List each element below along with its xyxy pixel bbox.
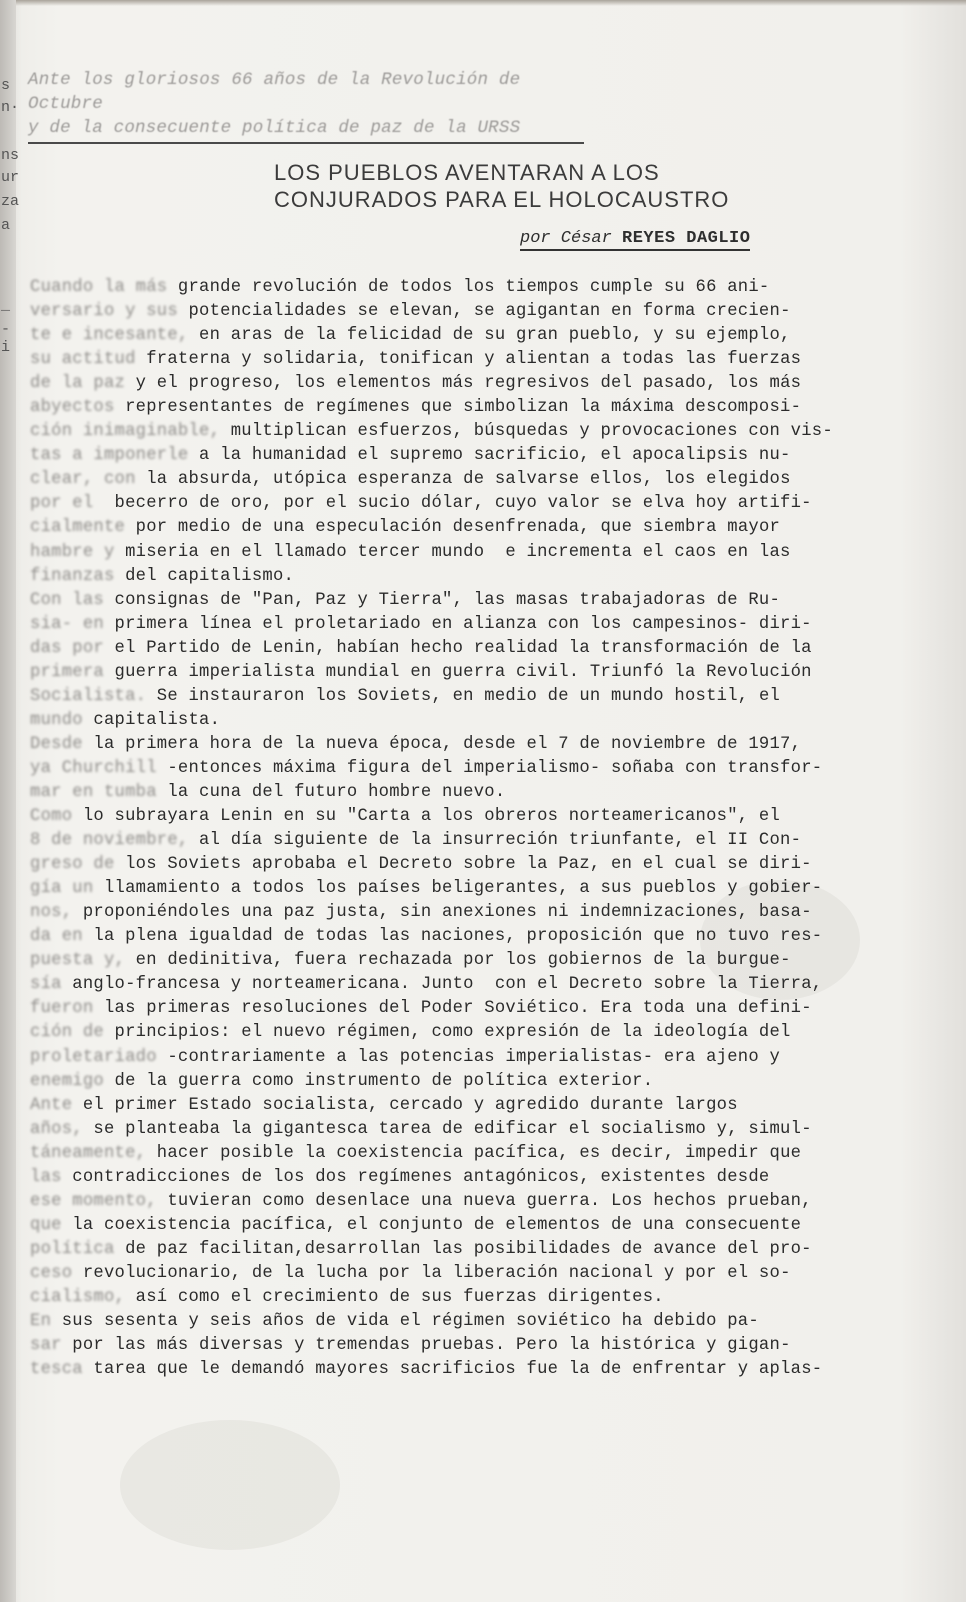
body-line-faded-start: Desde <box>30 734 94 754</box>
body-line-faded-start: greso de <box>30 855 126 875</box>
body-line <box>30 589 945 613</box>
body-line <box>30 829 945 853</box>
body-line <box>30 396 945 420</box>
body-line <box>30 1118 945 1142</box>
byline <box>520 229 750 251</box>
body-line-faded-start: das por <box>30 638 115 658</box>
body-line-faded-start: de la paz <box>30 374 136 394</box>
body-line-faded-start: ceso <box>30 1263 83 1283</box>
body-line <box>30 468 945 492</box>
body-line-faded-start: versario y sus <box>30 302 189 322</box>
body-line-faded-start: Socialista. <box>30 686 157 706</box>
body-line-text: hacer posible la coexistencia pacífica, es decir, impedir que <box>156 1143 802 1163</box>
body-line-faded-start: Cuando la más <box>30 278 178 297</box>
body-line <box>30 1310 945 1334</box>
body-line-faded-start: ción inimaginable, <box>30 422 231 442</box>
body-line-faded-start: enemigo <box>30 1071 115 1091</box>
scan-stain <box>120 1420 340 1550</box>
body-line-faded-start: finanzas <box>30 566 126 586</box>
edge-glyph: a <box>1 217 11 234</box>
body-line-faded-start: cialmente <box>30 518 136 538</box>
body-line <box>30 516 945 540</box>
body-line <box>30 613 945 637</box>
body-line <box>30 1070 945 1094</box>
body-line <box>30 709 945 733</box>
body-line-text: sus sesenta y seis años de vida el régimen soviético ha debido pa- <box>61 1312 759 1332</box>
body-line-faded-start: sia- en <box>30 614 115 634</box>
body-line <box>30 348 945 372</box>
byline-author: REYES DAGLIO <box>622 229 751 248</box>
body-line <box>30 300 945 324</box>
body-line-faded-start: ción de <box>30 1023 115 1043</box>
body-line-faded-start: nos, <box>30 903 83 923</box>
body-line-text: primera línea el proletariado en alianza con los campesinos- diri- <box>114 614 812 634</box>
body-line-faded-start: te e incesante, <box>30 326 200 346</box>
body-line <box>30 565 945 589</box>
body-line-text: -entonces máxima figura del imperialismo- soñaba con transfor- <box>167 758 823 778</box>
title-line-2: CONJURADOS PARA EL HOLOCAUSTRO <box>274 187 730 212</box>
body-line-faded-start: primera <box>30 662 115 682</box>
body-line-faded-start: sar <box>30 1336 73 1356</box>
body-line <box>30 973 945 997</box>
body-line <box>30 925 945 949</box>
body-line <box>30 781 945 805</box>
body-line-text: el Partido de Lenin, habían hecho realidad la transformación de la <box>114 638 812 658</box>
body-line <box>30 492 945 516</box>
body-line <box>30 1142 945 1166</box>
body-line-faded-start: hambre y <box>30 542 126 562</box>
edge-glyph: i <box>1 339 11 356</box>
body-line-text: -contrariamente a las potencias imperialistas- era ajeno y <box>167 1047 781 1067</box>
body-line-faded-start: años, <box>30 1119 94 1139</box>
body-line <box>30 444 945 468</box>
edge-glyph: za <box>1 193 20 210</box>
body-line-text: representantes de regímenes que simbolizan la máxima descomposi- <box>125 398 802 418</box>
body-line <box>30 324 945 348</box>
body-line-text: revolucionario, de la lucha por la liberación nacional y por el so- <box>82 1263 791 1283</box>
header-underline <box>28 142 584 144</box>
body-line-text: contradicciones de los dos regímenes antagónicos, existentes desde <box>72 1167 770 1187</box>
body-line <box>30 1358 945 1382</box>
body-line <box>30 372 945 396</box>
body-line-text: proponiéndoles una paz justa, sin anexiones ni indemnizaciones, basa- <box>82 903 812 923</box>
body-line-faded-start: proletariado <box>30 1047 168 1067</box>
body-line-text: de paz facilitan,desarrollan las posibilidades de avance del pro- <box>125 1239 812 1259</box>
body-line-faded-start: Como <box>30 807 83 827</box>
edge-glyph: s <box>1 77 11 94</box>
body-line <box>30 1166 945 1190</box>
body-line-faded-start: táneamente, <box>30 1143 157 1163</box>
body-line-text: la plena igualdad de todas las naciones, proposición que no tuvo res- <box>93 927 823 947</box>
body-line-faded-start: puesta y, <box>30 951 136 971</box>
body-line-faded-start: Con las <box>30 590 115 610</box>
body-line-text: de la guerra como instrumento de política exterior. <box>114 1071 654 1091</box>
body-line-text: guerra imperialista mundial en guerra civil. Triunfó la Revolución <box>114 662 812 682</box>
body-line <box>30 949 945 973</box>
body-line <box>30 1286 945 1310</box>
body-line <box>30 1094 945 1118</box>
body-line <box>30 901 945 925</box>
body-line-text: llamamiento a todos los países beligerantes, a sus pueblos y gobier- <box>103 879 823 899</box>
body-line-text: así como el crecimiento de sus fuerzas dirigentes. <box>135 1287 664 1307</box>
body-line-text: fraterna y solidaria, tonifican y alientan a todas las fuerzas <box>146 350 802 370</box>
body-line-faded-start: Ante <box>30 1095 83 1115</box>
body-line <box>30 541 945 565</box>
dedication-header <box>28 68 588 144</box>
body-line-faded-start: cialismo, <box>30 1287 136 1307</box>
body-line-faded-start: su actitud <box>30 350 147 370</box>
body-line-text: la absurda, utópica esperanza de salvarse ellos, los elegidos <box>146 470 791 490</box>
body-line-faded-start: mar en tumba <box>30 782 168 802</box>
edge-glyph: n· <box>1 99 20 116</box>
byline-prefix: por César <box>520 229 623 248</box>
body-line <box>30 420 945 444</box>
body-line-text: del capitalismo. <box>125 566 295 586</box>
body-line-faded-start: abyectos <box>30 398 126 418</box>
body-line <box>30 997 945 1021</box>
body-line-faded-start: da en <box>30 927 94 947</box>
article-body <box>30 276 945 1382</box>
body-line-faded-start: gía un <box>30 879 104 899</box>
body-line-text: se planteaba la gigantesca tarea de edificar el socialismo y, simul- <box>93 1119 812 1139</box>
scan-top-shadow <box>0 0 966 6</box>
body-line <box>30 877 945 901</box>
body-line-faded-start: política <box>30 1239 126 1259</box>
body-line <box>30 853 945 877</box>
body-line-text: miseria en el llamado tercer mundo e incrementa el caos en las <box>125 542 791 562</box>
body-line-text: y el progreso, los elementos más regresivos del pasado, los más <box>135 374 802 394</box>
body-line-text: la primera hora de la nueva época, desde el 7 de noviembre de 1917, <box>93 734 802 754</box>
body-line-text: en dedinitiva, fuera rechazada por los gobiernos de la burgue- <box>135 951 791 971</box>
body-line <box>30 733 945 757</box>
body-line <box>30 637 945 661</box>
body-line-text: la cuna del futuro hombre nuevo. <box>167 782 506 802</box>
body-line-faded-start: tas a imponerle <box>30 446 200 466</box>
body-line <box>30 276 945 300</box>
body-line <box>30 1334 945 1358</box>
adjacent-page-edge <box>0 0 16 1602</box>
body-line-text: Se instauraron los Soviets, en medio de un mundo hostil, el <box>156 686 781 706</box>
body-line-text: el primer Estado socialista, cercado y agredido durante largos <box>82 1095 738 1115</box>
body-line-text: a la humanidad el supremo sacrificio, el apocalipsis nu- <box>199 446 791 466</box>
body-line-text: becerro de oro, por el sucio dólar, cuyo valor se elva hoy artifi- <box>114 494 812 514</box>
body-line <box>30 805 945 829</box>
body-line <box>30 661 945 685</box>
body-line <box>30 1214 945 1238</box>
body-line-faded-start: mundo <box>30 710 94 730</box>
body-line-text: tarea que le demandó mayores sacrificios fue la de enfrentar y aplas- <box>93 1360 823 1380</box>
body-line-faded-start: que <box>30 1215 73 1235</box>
body-line-text: tuvieran como desenlace una nueva guerra. Los hechos prueban, <box>167 1191 812 1211</box>
body-line-text: las primeras resoluciones del Poder Soviético. Era toda una defini- <box>103 999 812 1019</box>
body-line-faded-start: ese momento, <box>30 1191 168 1211</box>
body-line-text: grande revolución de todos los tiempos cumple su 66 ani- <box>177 278 770 297</box>
body-line-text: al día siguiente de la insurreción triunfante, el II Con- <box>199 831 802 851</box>
body-line-faded-start: ya Churchill <box>30 758 168 778</box>
body-line <box>30 757 945 781</box>
body-line-faded-start: clear, con <box>30 470 147 490</box>
body-line-faded-start: tesca <box>30 1360 94 1380</box>
edge-glyph: ns <box>1 147 20 164</box>
body-line-text: en aras de la felicidad de su gran pueblo, y su ejemplo, <box>199 326 791 346</box>
body-line-text: principios: el nuevo régimen, como expresión de la ideología del <box>114 1023 791 1043</box>
body-line <box>30 1021 945 1045</box>
edge-glyph: _ <box>1 297 11 314</box>
body-line-text: por las más diversas y tremendas pruebas. Pero la histórica y gigan- <box>72 1336 791 1356</box>
edge-glyph: - <box>1 321 11 338</box>
body-line-text: multiplican esfuerzos, búsquedas y provocaciones con vis- <box>230 422 833 442</box>
body-line <box>30 1262 945 1286</box>
body-line <box>30 1190 945 1214</box>
body-line-text: anglo-francesa y norteamericana. Junto con el Decreto sobre la Tierra, <box>72 975 823 995</box>
edge-glyph: ur <box>1 169 20 186</box>
dedication-line-1: Ante los gloriosos 66 años de la Revolución de Octubre <box>28 70 521 114</box>
body-line-text: los Soviets aprobaba el Decreto sobre la Paz, en el cual se diri- <box>125 855 812 875</box>
body-line-text: consignas de "Pan, Paz y Tierra", las masas trabajadoras de Ru- <box>114 590 781 610</box>
body-line <box>30 1046 945 1070</box>
article-title <box>274 159 794 213</box>
body-line-text: potencialidades se elevan, se agigantan en forma crecien- <box>188 302 791 322</box>
body-line-text: la coexistencia pacífica, el conjunto de elementos de una consecuente <box>72 1215 802 1235</box>
body-line-faded-start: fueron <box>30 999 104 1019</box>
body-line-text: por medio de una especulación desenfrenada, que siembra mayor <box>135 518 781 538</box>
body-line <box>30 685 945 709</box>
body-line <box>30 1238 945 1262</box>
body-line-faded-start: las <box>30 1167 73 1187</box>
body-line-faded-start: por el <box>30 494 115 514</box>
body-line-faded-start: 8 de noviembre, <box>30 831 200 851</box>
body-line-text: capitalista. <box>93 710 221 730</box>
body-line-faded-start: En <box>30 1312 62 1332</box>
body-line-text: lo subrayara Lenin en su "Carta a los obreros norteamericanos", el <box>82 807 781 827</box>
title-line-1: LOS PUEBLOS AVENTARAN A LOS <box>274 160 660 185</box>
body-line-faded-start: sía <box>30 975 73 995</box>
dedication-line-2: y de la consecuente política de paz de la URSS <box>28 118 521 138</box>
